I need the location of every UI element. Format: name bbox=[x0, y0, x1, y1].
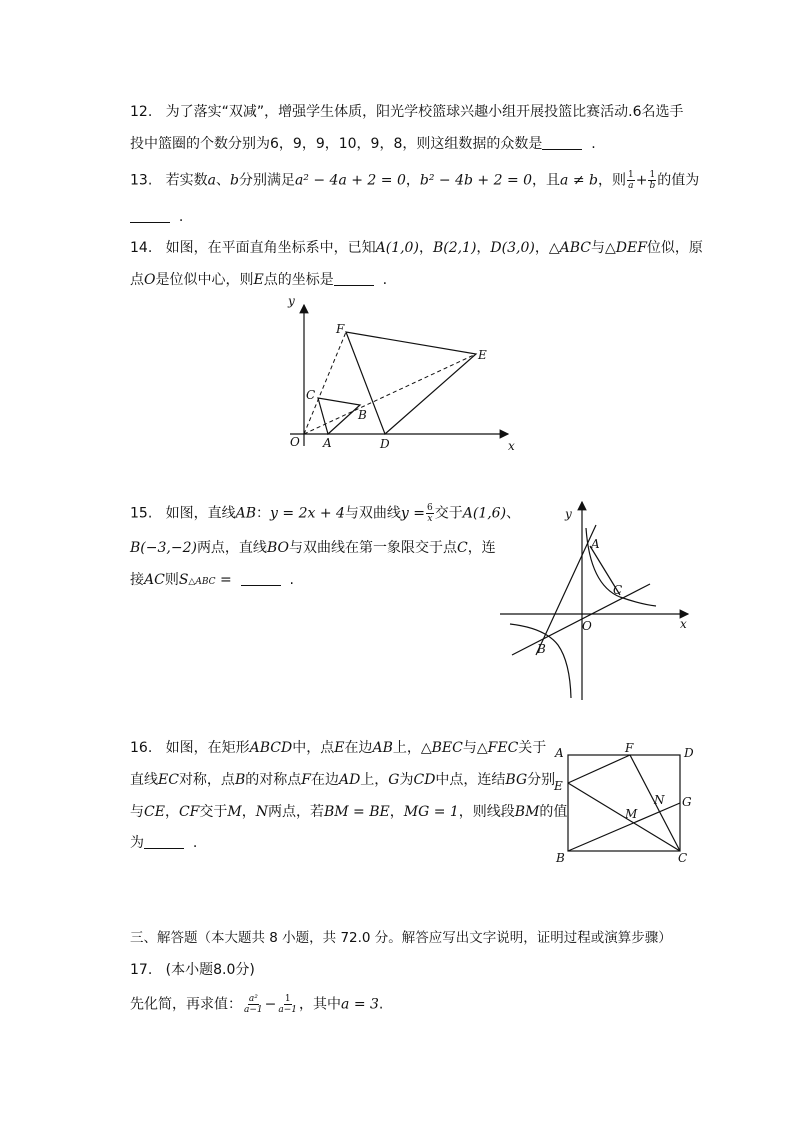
q13-plus: + bbox=[635, 172, 648, 189]
q16-var-g: G bbox=[388, 772, 400, 788]
q13-text: 若实数 bbox=[165, 172, 208, 189]
q15-point-b: B(−3,−2) bbox=[130, 540, 197, 556]
q16-label-c: C bbox=[678, 851, 688, 865]
q15-line-2 bbox=[130, 538, 496, 558]
q16-triangle-bec: △BEC bbox=[420, 740, 463, 756]
q13-var-b: b bbox=[229, 172, 239, 189]
q15-text: 如图，直线 bbox=[165, 505, 236, 522]
q16-var-ad: AD bbox=[338, 772, 361, 788]
q16-text: 为 bbox=[130, 835, 144, 851]
q17-fraction-2: $\frac{1}{a-1}$ bbox=[278, 994, 298, 1015]
q16-var-cd: CD bbox=[413, 772, 436, 788]
q15-line-3 bbox=[130, 570, 294, 592]
q17-text: ，其中 bbox=[299, 996, 342, 1013]
q13-inequality: a ≠ b bbox=[560, 172, 598, 189]
q14-figure bbox=[280, 292, 520, 454]
q14-dashed-of bbox=[304, 332, 346, 434]
q16-condition-1: BM = BE bbox=[323, 804, 390, 820]
q16-label-e: E bbox=[554, 779, 563, 793]
q16-text: 的值 bbox=[539, 804, 568, 820]
q16-line-2 bbox=[130, 770, 555, 790]
q13-text: 的值为 bbox=[657, 172, 700, 189]
q15-var-c: C bbox=[456, 540, 468, 556]
q15-label-c: C bbox=[613, 583, 623, 597]
q15-text: ，连 bbox=[467, 540, 496, 556]
q14-text: 点的坐标是 bbox=[263, 272, 334, 288]
q15-figure bbox=[498, 500, 698, 702]
q15-hyperbola-branch-2 bbox=[510, 624, 571, 698]
q13-number: 13. bbox=[130, 172, 153, 189]
q16-text: ， bbox=[164, 804, 179, 820]
q16-text: 直线 bbox=[130, 772, 158, 788]
q15-line-equation: y = 2x + 4 bbox=[270, 505, 345, 522]
q14-label-a: A bbox=[323, 436, 332, 450]
q14-point-d: D(3,0) bbox=[490, 240, 535, 256]
q15-label-b: B bbox=[537, 642, 546, 656]
q13-end: . bbox=[178, 209, 184, 225]
q17-score: (本小题8.0分) bbox=[165, 962, 255, 978]
q15-point-a: A(1,6) bbox=[462, 505, 507, 522]
q16-figure bbox=[550, 738, 725, 868]
q14-label-y: y bbox=[288, 294, 295, 308]
q16-segment-ef bbox=[568, 755, 630, 783]
q15-text: 两点，直线 bbox=[196, 540, 267, 556]
q14-number: 14. bbox=[130, 240, 153, 256]
q17-text: 先化简，再求值： bbox=[130, 996, 242, 1013]
q16-label-g: G bbox=[682, 795, 692, 809]
q14-text: 是位似中心，则 bbox=[155, 272, 254, 288]
q16-label-n: N bbox=[654, 793, 665, 807]
q16-var-f: F bbox=[301, 772, 311, 788]
q15-text: 则 bbox=[164, 572, 179, 588]
q16-text: 关于 bbox=[518, 740, 547, 756]
q16-text: 在边 bbox=[344, 740, 373, 756]
q15-end: . bbox=[289, 572, 294, 588]
q16-label-d: D bbox=[684, 746, 694, 760]
section-3-heading: 三、解答题（本大题共 8 小题，共 72.0 分。解答应写出文字说明，证明过程或演算步骤） bbox=[130, 930, 672, 946]
q14-var-e: E bbox=[253, 272, 264, 288]
q16-text: 如图，在矩形 bbox=[165, 740, 250, 756]
q15-var-s: S bbox=[178, 572, 189, 588]
q14-triangle-def: △DEF bbox=[604, 240, 647, 256]
q13-fraction-a: $\frac{1}{a}$ bbox=[627, 170, 634, 191]
q16-number: 16. bbox=[130, 740, 153, 756]
q17-end: . bbox=[378, 996, 384, 1013]
q16-var-cf: CF bbox=[178, 804, 200, 820]
q14-label-x: x bbox=[508, 439, 515, 453]
q14-comma: ， bbox=[534, 240, 549, 256]
q15-answer-blank[interactable] bbox=[241, 571, 281, 586]
q17-line-1 bbox=[130, 960, 255, 980]
q14-label-c: C bbox=[306, 388, 316, 402]
q15-var-ac: AC bbox=[144, 572, 165, 588]
q16-var-bm: BM bbox=[514, 804, 540, 820]
q15-subscript: △ABC bbox=[188, 577, 216, 587]
q14-text: 如图，在平面直角坐标系中，已知 bbox=[165, 240, 376, 256]
q14-answer-blank[interactable] bbox=[334, 271, 374, 286]
q16-var-n: N bbox=[255, 804, 268, 820]
q16-triangle-fec: △FEC bbox=[476, 740, 519, 756]
q13-line-1 bbox=[130, 170, 699, 191]
q15-text: 与双曲线 bbox=[344, 505, 401, 522]
q15-colon: ： bbox=[256, 505, 271, 522]
q16-line-3 bbox=[130, 802, 567, 822]
q13-comma: ， bbox=[405, 172, 420, 189]
q16-label-b: B bbox=[556, 851, 565, 865]
q16-line-1 bbox=[130, 738, 546, 758]
q16-text: 的对称点 bbox=[245, 772, 302, 788]
q16-text: ， bbox=[389, 804, 404, 820]
q15-text: 接 bbox=[130, 572, 144, 588]
q17-condition: a = 3 bbox=[341, 996, 379, 1013]
q16-var-ec: EC bbox=[158, 772, 179, 788]
q16-text: 上， bbox=[392, 740, 421, 756]
q13-text: 分别满足 bbox=[238, 172, 295, 189]
q13-equation-2: b² − 4b + 2 = 0 bbox=[419, 172, 533, 189]
q13-sep: 、 bbox=[215, 172, 230, 189]
q14-label-e: E bbox=[478, 348, 487, 362]
q16-text: 交于 bbox=[199, 804, 228, 820]
q16-text: 中，点 bbox=[292, 740, 335, 756]
q16-condition-2: MG = 1 bbox=[403, 804, 459, 820]
q14-triangle-abc: △ABC bbox=[548, 240, 591, 256]
q15-line-bo bbox=[512, 584, 650, 655]
q13-text: ，则 bbox=[597, 172, 626, 189]
q16-text: 两点，若 bbox=[267, 804, 324, 820]
q12-text-2: 投中篮圈的个数分别为6，9，9，10，9，8，则这组数据的众数是 bbox=[130, 136, 543, 152]
q16-text: 与 bbox=[462, 740, 477, 756]
q15-label-a: A bbox=[591, 537, 600, 551]
q14-text: 位似，原 bbox=[646, 240, 703, 256]
q16-text: ， bbox=[241, 804, 256, 820]
q14-label-o: O bbox=[290, 435, 300, 449]
q12-number: 12. bbox=[130, 104, 153, 120]
q12-answer-blank[interactable] bbox=[542, 135, 582, 150]
q17-number: 17. bbox=[130, 962, 153, 978]
q14-point-b: B(2,1) bbox=[432, 240, 477, 256]
q16-end: . bbox=[192, 835, 198, 851]
q14-comma: ， bbox=[418, 240, 433, 256]
q15-hyperbola-lhs: y = bbox=[400, 505, 426, 522]
q16-text: ，则线段 bbox=[458, 804, 515, 820]
q15-label-x: x bbox=[680, 617, 687, 631]
q14-text: 点 bbox=[130, 272, 144, 288]
q14-text: 与 bbox=[590, 240, 605, 256]
q16-var-m: M bbox=[227, 804, 242, 820]
q15-text: 与双曲线在第一象限交于点 bbox=[288, 540, 457, 556]
q15-text: 交于 bbox=[434, 505, 463, 522]
q16-text: 对称，点 bbox=[178, 772, 235, 788]
q15-line-ab bbox=[536, 525, 596, 655]
q15-var-bo: BO bbox=[266, 540, 289, 556]
q12-line-2 bbox=[130, 134, 596, 154]
q14-line-2 bbox=[130, 270, 387, 290]
q16-var-bg: BG bbox=[505, 772, 528, 788]
q13-var-a: a bbox=[207, 172, 216, 189]
q13-equation-1: a² − 4a + 2 = 0 bbox=[294, 172, 406, 189]
q16-var-b: B bbox=[234, 772, 246, 788]
q16-label-m: M bbox=[625, 807, 638, 821]
q16-text: 为 bbox=[399, 772, 414, 788]
q14-end: . bbox=[382, 272, 388, 288]
q14-var-o: O bbox=[144, 272, 156, 288]
q14-label-b: B bbox=[358, 408, 367, 422]
q16-answer-blank[interactable] bbox=[144, 834, 184, 849]
q16-text: 与 bbox=[130, 804, 144, 820]
q16-var-e: E bbox=[334, 740, 345, 756]
q16-text: 分别 bbox=[527, 772, 556, 788]
q15-label-y: y bbox=[565, 507, 572, 521]
q15-number: 15. bbox=[130, 505, 153, 522]
q13-text: ，且 bbox=[532, 172, 561, 189]
q14-line-1 bbox=[130, 238, 703, 258]
q16-text: 在边 bbox=[310, 772, 339, 788]
q14-dashed-oe bbox=[304, 354, 476, 434]
q13-line-2 bbox=[130, 207, 183, 227]
q17-line-2 bbox=[130, 994, 383, 1015]
q15-var-ab: AB bbox=[235, 505, 257, 522]
q16-text: 中点，连结 bbox=[435, 772, 506, 788]
q16-var-abcd: ABCD bbox=[249, 740, 293, 756]
q15-line-1 bbox=[130, 503, 520, 524]
q17-fraction-1: $\frac{\text{a²}}{a-1}$ bbox=[244, 994, 263, 1015]
q14-label-d: D bbox=[380, 437, 390, 451]
q14-point-a: A(1,0) bbox=[375, 240, 419, 256]
q16-text: 上， bbox=[360, 772, 389, 788]
q12-end: . bbox=[591, 136, 596, 152]
q15-hyperbola-fraction: $\frac{6}{x}$ bbox=[427, 503, 433, 524]
q16-line-4 bbox=[130, 833, 197, 853]
q16-var-ce: CE bbox=[144, 804, 165, 820]
q14-comma: ， bbox=[476, 240, 491, 256]
q16-segment-bg bbox=[568, 803, 680, 851]
q14-triangle-abc-shape bbox=[318, 398, 360, 434]
q16-label-f: F bbox=[625, 741, 634, 755]
q16-var-ab: AB bbox=[372, 740, 393, 756]
q14-label-f: F bbox=[336, 322, 345, 336]
q17-minus: − bbox=[264, 996, 277, 1013]
q12-text-1: 为了落实“双减”，增强学生体质，阳光学校篮球兴趣小组开展投篮比赛活动.6名选手 bbox=[165, 104, 684, 120]
q15-sep: 、 bbox=[506, 505, 521, 522]
q16-label-a: A bbox=[555, 746, 564, 760]
q13-fraction-b: $\frac{1}{b}$ bbox=[649, 170, 656, 191]
q15-label-o: O bbox=[582, 619, 592, 633]
q12-line-1 bbox=[130, 102, 684, 122]
q13-answer-blank[interactable] bbox=[130, 208, 170, 223]
q15-equals: = bbox=[215, 572, 237, 588]
